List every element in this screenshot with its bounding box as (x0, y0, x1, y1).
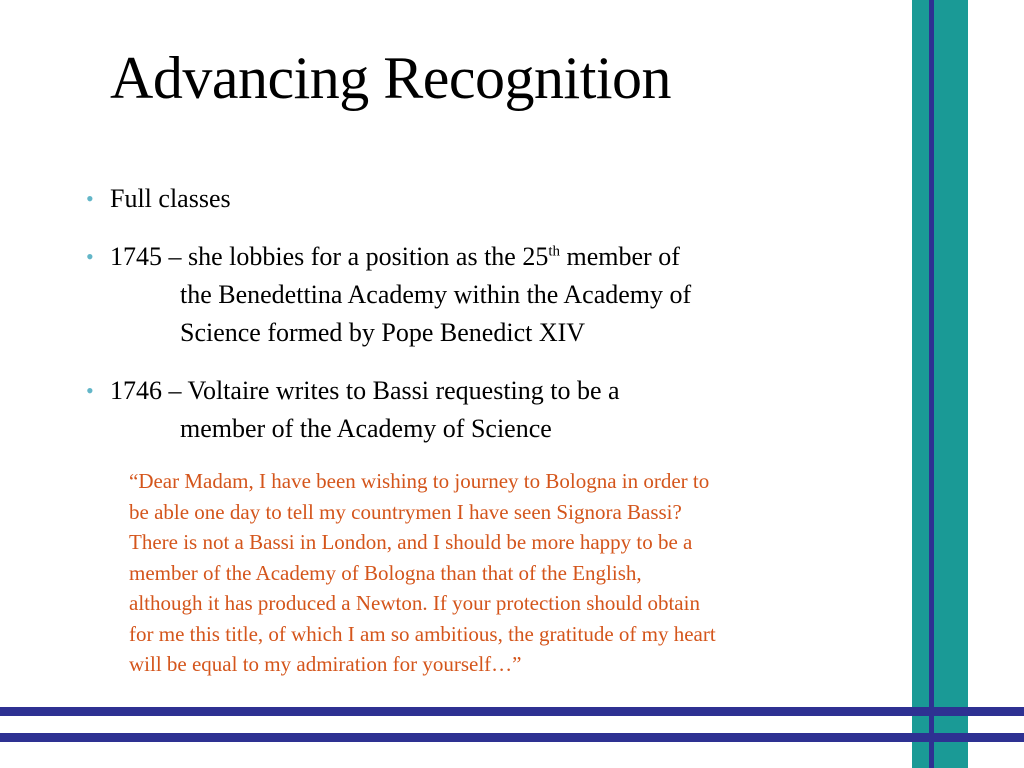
bullet-marker-icon: • (86, 186, 94, 211)
quote-line: “Dear Madam, I have been wishing to journey to Bologna in order to (129, 469, 710, 493)
bullet-line: Full classes (110, 184, 231, 213)
bullet-marker-icon: • (86, 378, 94, 403)
bullet-marker-icon: • (86, 244, 94, 269)
ordinal-suffix: th (548, 243, 561, 260)
bullet-line: 1746 – Voltaire writes to Bassi requesting to be a (110, 376, 620, 405)
bullet-text (110, 372, 842, 448)
bullet-item-1745 (82, 238, 842, 352)
bullet-list (82, 180, 842, 468)
bullet-text (110, 180, 842, 218)
vertical-teal-bar (912, 0, 968, 768)
bullet-line: member of the Academy of Science (180, 414, 552, 443)
quote-line: be able one day to tell my countrymen I have seen Signora Bassi? (129, 499, 682, 524)
bullet-item-full-classes (82, 180, 842, 218)
bullet-text (110, 238, 842, 352)
quote-line: will be equal to my admiration for yourself…” (129, 652, 522, 676)
bullet-line-start: 1745 – she lobbies for a position as the 25 (110, 242, 549, 271)
horizontal-navy-line-top (0, 707, 1024, 716)
bullet-line: the Benedettina Academy within the Academy of (180, 280, 692, 309)
quote-line: for me this title, of which I am so ambitious, the gratitude of my heart (129, 621, 716, 646)
bullet-line (110, 238, 842, 276)
horizontal-navy-line-bottom (0, 733, 1024, 742)
bullet-item-1746 (82, 372, 842, 448)
quote-line: member of the Academy of Bologna than that of the English, (129, 560, 642, 585)
bullet-line: Science formed by Pope Benedict XIV (180, 318, 586, 347)
voltaire-quote (129, 466, 839, 680)
quote-line: There is not a Bassi in London, and I should be more happy to be a (129, 530, 693, 554)
slide-title: Advancing Recognition (110, 45, 672, 111)
bullet-line-end: member of (560, 242, 680, 271)
quote-line: although it has produced a Newton. If your protection should obtain (129, 591, 700, 615)
vertical-navy-line (929, 0, 934, 768)
